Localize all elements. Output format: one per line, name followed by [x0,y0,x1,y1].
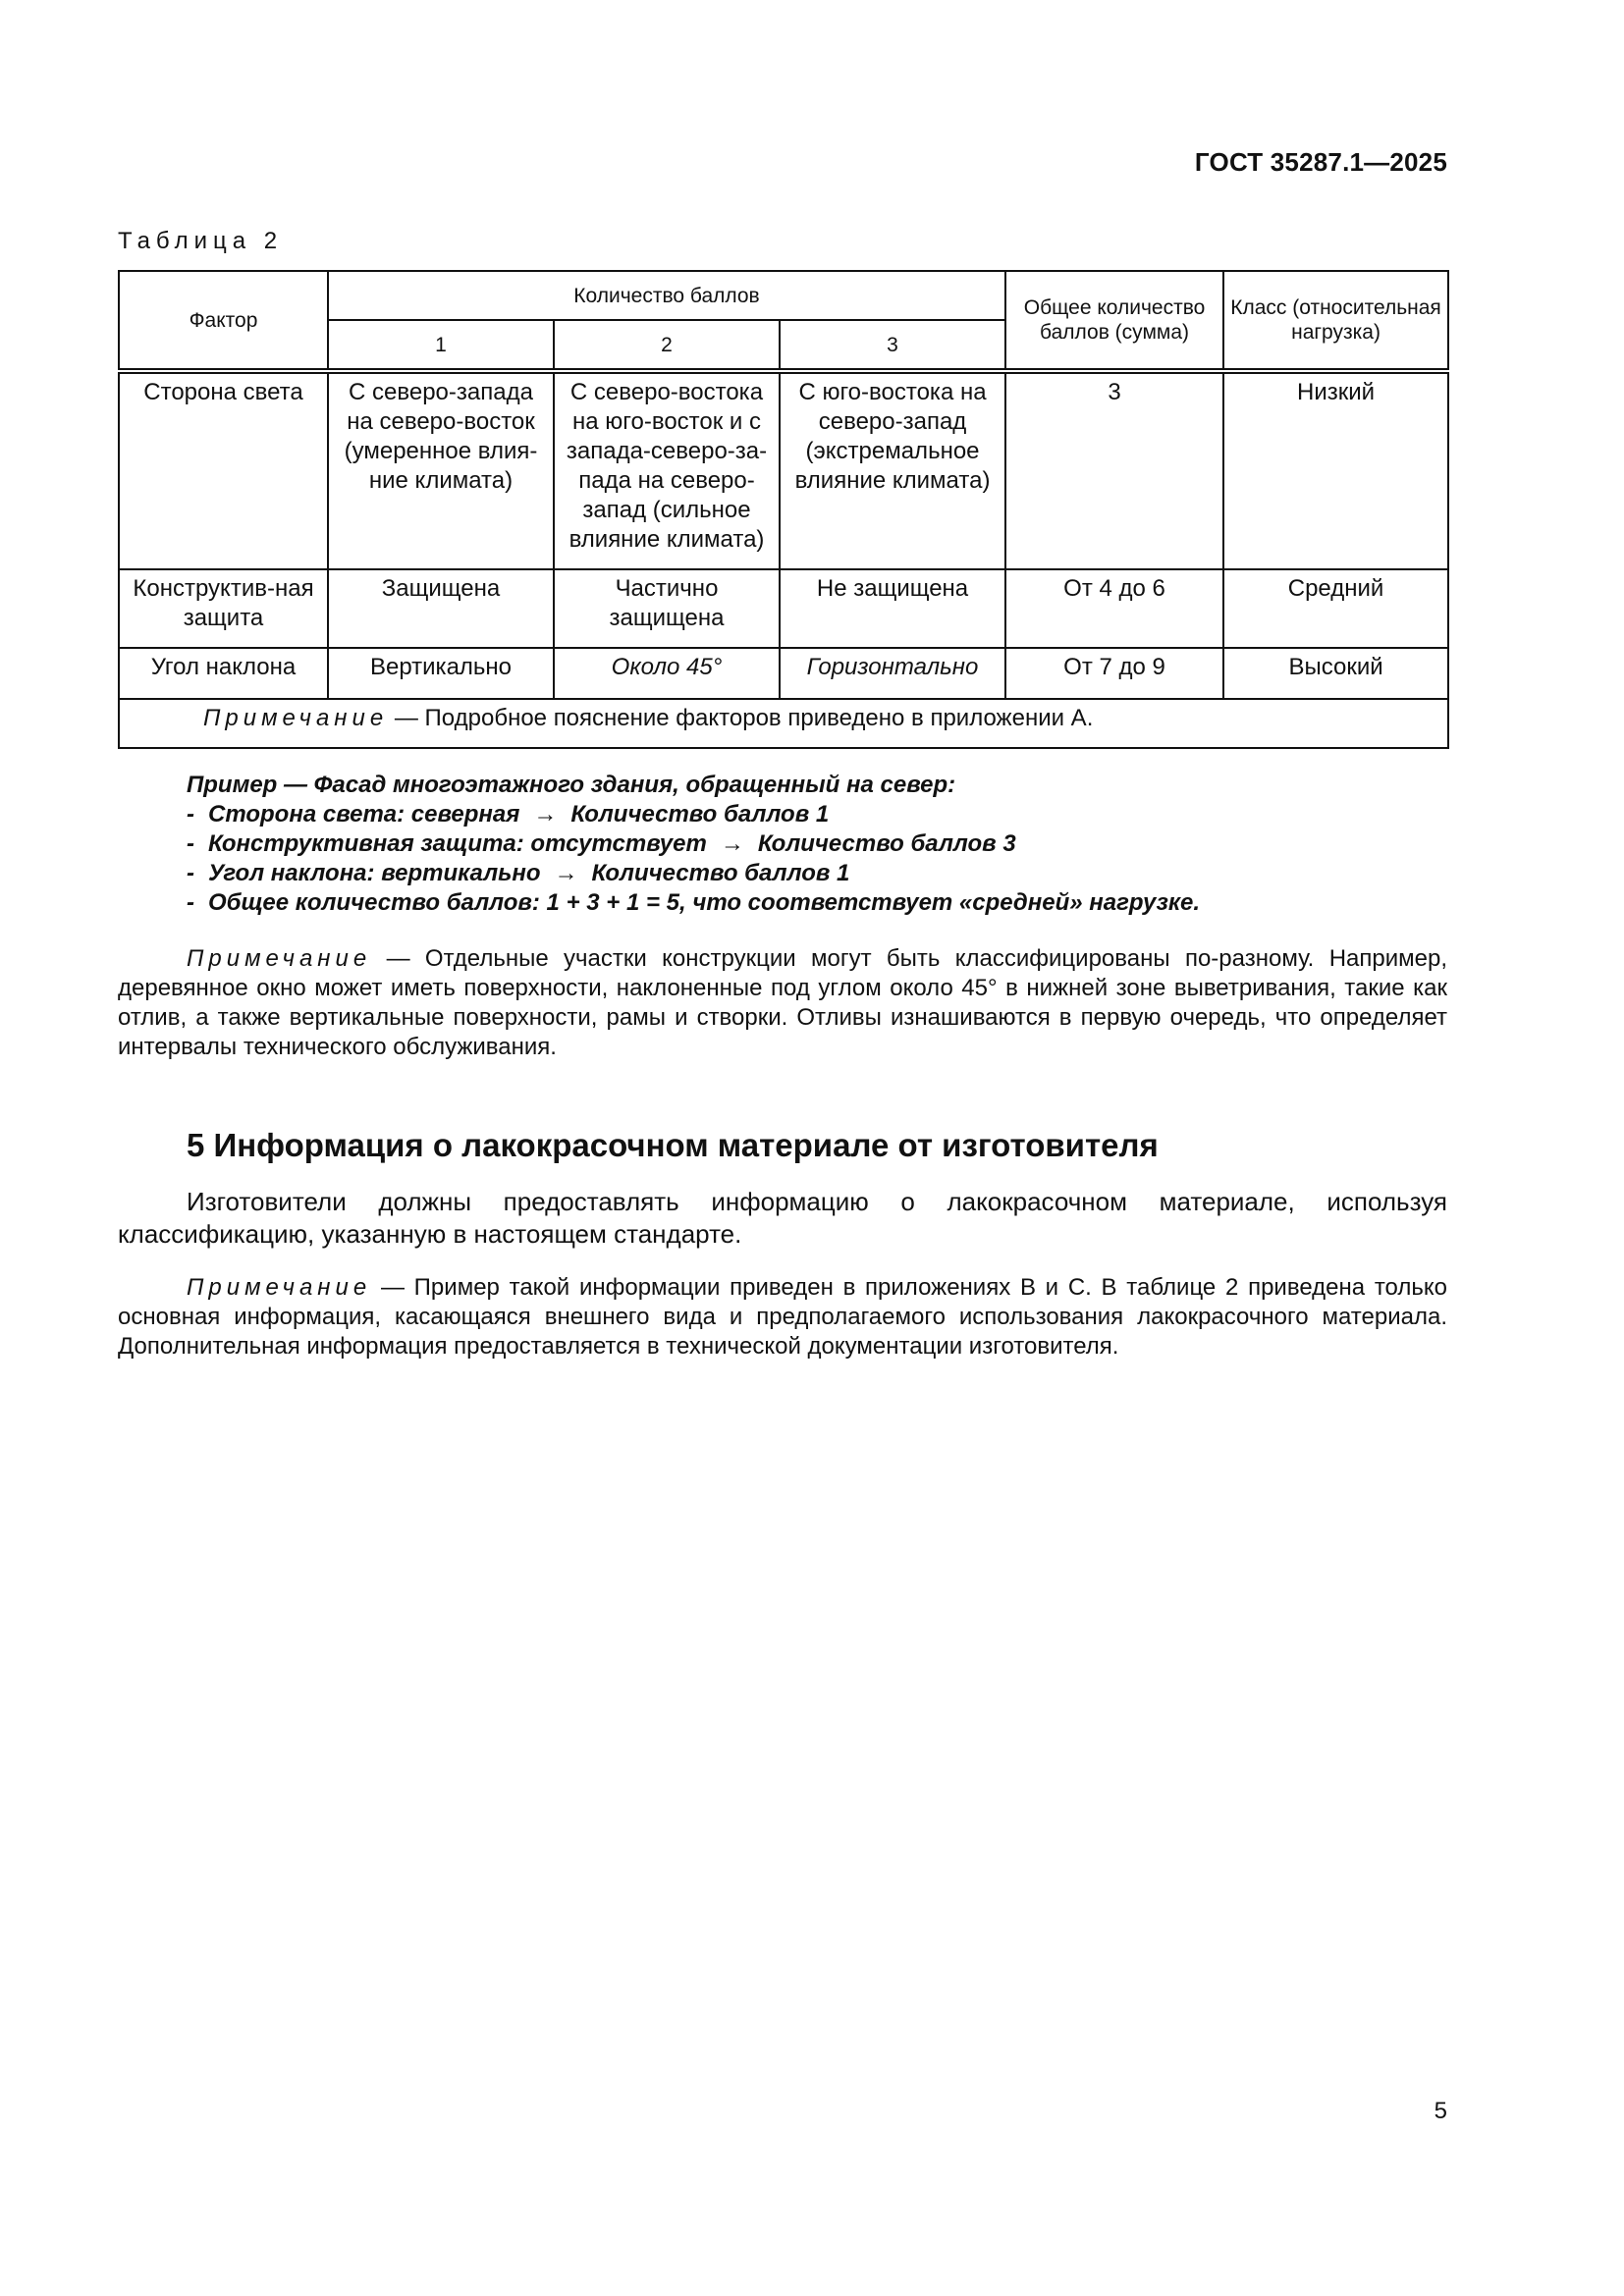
example-summary: - Общее количество баллов: 1 + 3 + 1 = 5, что соответствует «средней» нагрузке. [187,889,1201,916]
note-paragraph [118,944,1447,1062]
header-class: Класс (относительная нагрузка) [1223,271,1448,371]
section-note-paragraph [118,1273,1447,1362]
document-code: ГОСТ 35287.1—2025 [1194,147,1447,177]
example-block [187,771,1200,918]
cell-class: Низкий [1223,371,1448,569]
table-note [119,699,1448,748]
header-total: Общее количество баллов (сумма) [1005,271,1223,371]
cell-factor: Конструктив-ная защита [119,569,328,648]
cell-class: Высокий [1223,648,1448,699]
cell-factor: Угол наклона [119,648,328,699]
example-title: Пример — Фасад многоэтажного здания, обращенный на север: [187,772,956,798]
cell-points-1: Защищена [328,569,554,648]
cell-points-3: С юго-востока на северо-запад (экстремальное влияние климата) [780,371,1005,569]
example-item: - Угол наклона: вертикально → Количество баллов 1 [187,860,850,886]
example-item: - Конструктивная защита: отсутствует → Количество баллов 3 [187,830,1016,857]
example-item-result: Количество баллов 1 [591,860,850,886]
note-label: Примечание [187,945,372,972]
section-note-text: — Пример такой информации приведен в приложениях В и С. В таблице 2 приведена только основная информация, касающаяся внешнего вида и предполагаемого использования лакокрасочного материала. Дополнительная информация предоставляется в технической документации изготовителя. [118,1274,1447,1360]
arrow-icon: → [554,860,578,886]
table-row [119,569,1448,648]
table-note-text: — Подробное пояснение факторов приведено в приложении А. [388,705,1094,731]
table-note-label: Примечание [203,705,389,731]
example-summary-text: Общее количество баллов: 1 + 3 + 1 = 5, что соответствует «средней» нагрузке. [208,889,1201,916]
arrow-icon: → [720,830,744,857]
cell-total: От 4 до 6 [1005,569,1223,648]
cell-points-2: Около 45° [554,648,780,699]
cell-total: От 7 до 9 [1005,648,1223,699]
factors-table [118,270,1449,749]
header-points-group: Количество баллов [328,271,1005,320]
table-note-row [119,699,1448,748]
example-item-result: Количество баллов 3 [757,830,1016,857]
example-item: - Сторона света: северная → Количество баллов 1 [187,801,830,828]
cell-points-2: Частично защищена [554,569,780,648]
table-row [119,371,1448,569]
header-factor: Фактор [119,271,328,371]
arrow-icon: → [533,801,558,828]
section-title: 5 Информация о лакокрасочном материале от изготовителя [187,1127,1159,1163]
cell-points-3: Горизонтально [780,648,1005,699]
section-paragraph-text: Изготовители должны предоставлять информацию о лакокрасочном материале, используя классификацию, указанную в настоящем стандарте. [118,1187,1447,1249]
page-number: 5 [1434,2098,1447,2124]
table-row [119,648,1448,699]
section-paragraph [118,1186,1447,1251]
header-points-1: 1 [328,320,554,371]
cell-points-2: С северо-востока на юго-восток и с запада-северо-за-пада на северо-запад (сильное влияние климата) [554,371,780,569]
table-caption: Таблица 2 [118,228,284,254]
example-item-text: Сторона света: северная [208,801,520,828]
cell-total: 3 [1005,371,1223,569]
section-note-label: Примечание [187,1274,372,1301]
example-item-text: Конструктивная защита: отсутствует [208,830,707,857]
cell-class: Средний [1223,569,1448,648]
note-text: — Отдельные участки конструкции могут быть классифицированы по-разному. Например, деревянное окно может иметь поверхности, наклоненные под углом около 45° в нижней зоне выветривания, такие как отлив, а также вертикальные поверхности, рамы и створки. Отливы изнашиваются в первую очередь, что определяет интервалы технического обслуживания. [118,945,1447,1060]
cell-points-3: Не защищена [780,569,1005,648]
header-points-3: 3 [780,320,1005,371]
example-item-result: Количество баллов 1 [570,801,830,828]
example-item-text: Угол наклона: вертикально [208,860,541,886]
cell-points-1: С северо-запада на северо-восток (умеренное влия-ние климата) [328,371,554,569]
header-points-2: 2 [554,320,780,371]
cell-points-1: Вертикально [328,648,554,699]
cell-factor: Сторона света [119,371,328,569]
